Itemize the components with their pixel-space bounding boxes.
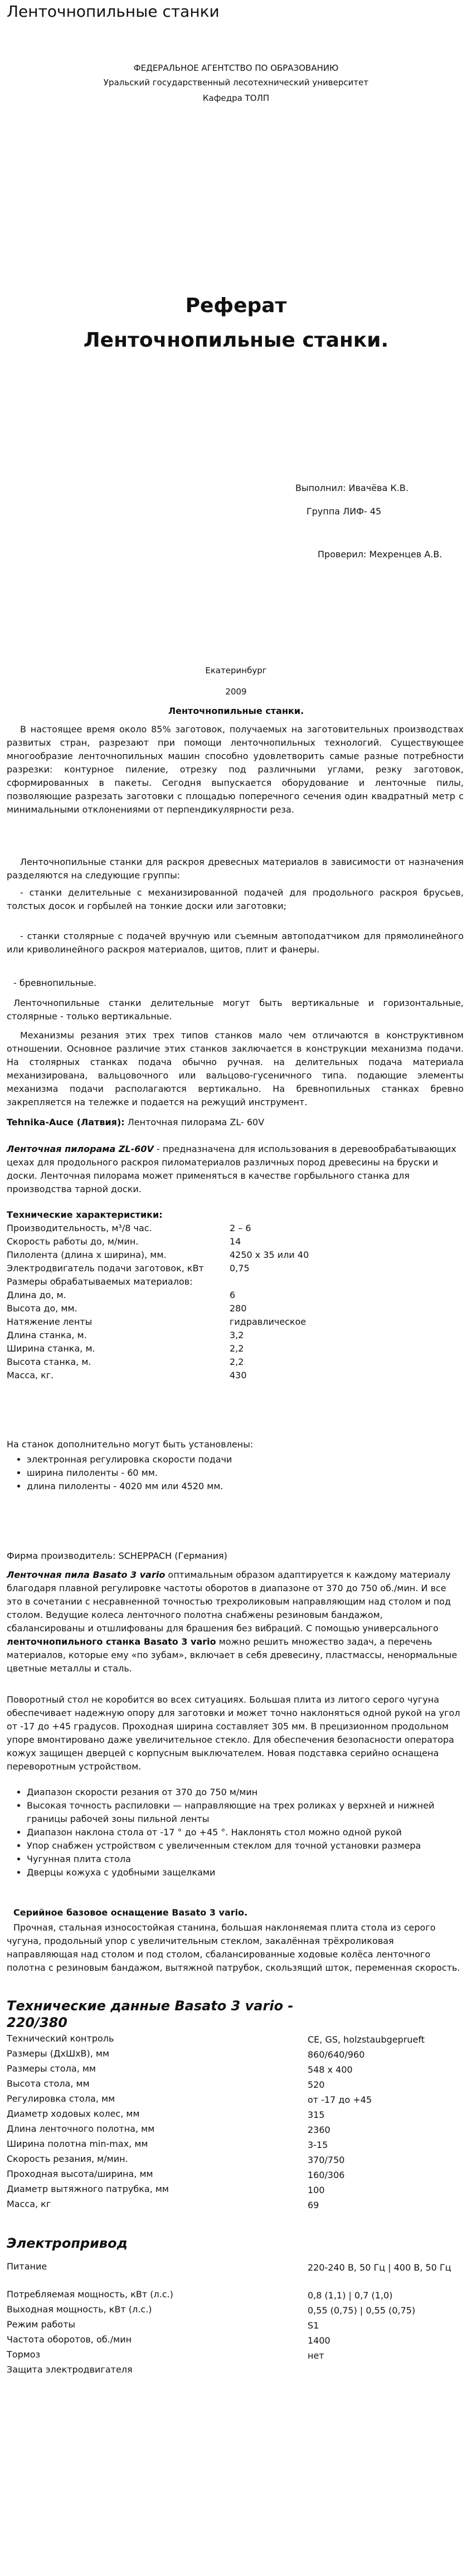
spec-value: 3,2 [230, 1330, 244, 1340]
spec-value: 14 [230, 1236, 241, 1247]
spec-row [7, 2183, 464, 2198]
spec-row [7, 2198, 464, 2213]
spec-row [7, 2167, 464, 2183]
spec-row [7, 2032, 464, 2047]
spec-label: Защита электродвигателя [7, 2364, 133, 2375]
spec-label: Скорость резания, м/мин. [7, 2154, 128, 2164]
spec-value: 3-15 [308, 2140, 328, 2150]
feature-item: • Чугунная плита стола [27, 1853, 472, 1866]
spec-value: 315 [308, 2110, 325, 2120]
spec-value: 0,75 [230, 1263, 250, 1274]
spec-value: 548 x 400 [308, 2064, 353, 2075]
spec-value: 280 [230, 1303, 247, 1314]
spec-label: Режим работы [7, 2319, 76, 2330]
spec-row [7, 1357, 464, 1370]
spec-label: Длина ленточного полотна, мм [7, 2123, 155, 2134]
spec-label: Производительность, м³/8 час. [7, 1223, 152, 1233]
feature-item: • Высокая точность распиловки — направляющие на трех роликах у верхней и нижней границы рабочей зоны пильной ленты [27, 1799, 472, 1826]
feature-item: • Дверцы кожуха с удобными защелками [27, 1866, 472, 1879]
basato-table-paragraph: Поворотный стол не коробится во всех ситуациях. Большая плита из литого серого чугуна обеспечивает надежную опору для заготовки и может точно наклоняться одной рукой на угол от -17 до +45 градусов. Проходная ширина составляет 305 мм. В прецизионном продольном упоре вмонтировано даже увеличительное стекло. Для обеспечения безопасности оператора кожух защищен дверцей с корпусным выключателем. Новая подставка серийно оснащена переворотным устройством. [7, 1694, 460, 1772]
intro-paragraph: Ленточнопильные станки делительные могут быть вертикальные и горизонтальные, столярные - только вертикальные. [7, 998, 464, 1022]
author-signature: Выполнил: Ивачёва К.В. [295, 483, 408, 493]
spec-row [7, 2152, 464, 2167]
spec-value: CE, GS, holzstaubgeprueft [308, 2034, 425, 2045]
agency-line: ФЕДЕРАЛЬНОЕ АГЕНТСТВО ПО ОБРАЗОВАНИЮ [133, 63, 339, 73]
spec-value: 370/750 [308, 2155, 345, 2165]
spec-row [7, 1303, 464, 1316]
spec-row [7, 2107, 464, 2122]
spec-value: 520 [308, 2079, 325, 2090]
intro-paragraph: - станки столярные с подачей вручную или съемным автоподатчиком для прямолинейного или криволинейного раскроя материалов, щитов, плит и фанеры. [7, 931, 464, 955]
spec-label: Тормоз [7, 2349, 41, 2360]
spec-row [7, 1250, 464, 1263]
spec-label: Потребляемая мощность, кВт (л.с.) [7, 2289, 173, 2300]
spec-value: 160/306 [308, 2170, 345, 2180]
spec-label: Пилолента (длина x ширина), мм. [7, 1250, 167, 1260]
spec-row [7, 2077, 464, 2092]
extra-item: • длина пилоленты - 4020 мм или 4520 мм. [27, 1480, 472, 1493]
spec-row [7, 2318, 464, 2333]
spec-value: от -17 до +45 [308, 2094, 372, 2105]
spec-row [7, 2092, 464, 2107]
spec-value: 860/640/960 [308, 2049, 365, 2060]
feature-item: • Диапазон скорости резания от 370 до 750 м/мин [27, 1786, 472, 1799]
spec-label: Регулировка стола, мм [7, 2093, 115, 2104]
intro-paragraph: - станки делительные с механизированной подачей для продольного раскроя брусьев, толстых досок и горбылей на тонкие доски или заготовки; [7, 887, 464, 911]
spec-row [7, 1263, 464, 1276]
basato-lead: Ленточная пила Basato 3 vario [7, 1569, 166, 1580]
intro-paragraph: Механизмы резания этих трех типов станков мало чем отличаются в конструктивном отношении. Основное различие этих станков заключается в конструкции механизма подачи. На столярных станках подача обычно ручная. на делительных подача материала механизирована, вальцовочного или вальцово-гусеничного типа. подающие элементы механизма подачи располагаются вертикально. На бревнопильных станках бревно закрепляется на тележке и подается на режущий инструмент. [7, 1030, 464, 1107]
intro-paragraph: В настоящее время около 85% заготовок, получаемых на заготовительных производствах развитых стран, разрезают при помощи ленточнопильных технологий. Существующее многообразие ленточнопильных машин способно удовлетворить самые разные потребности разрезки: контурное пиление, отрезку под различными углами, резку заготовок, сформированных в пакеты. Сегодня выпускается оборудование и ленточные пилы, позволяющие разрезать заготовки с площадью поперечного сечения один квадратный метр с минимальными отклонениями от перпендикулярности реза. [7, 724, 464, 815]
department-line: Кафедра ТОЛП [202, 93, 270, 103]
spec-label: Размеры стола, мм [7, 2063, 96, 2074]
spec-label: Высота стола, мм [7, 2078, 90, 2089]
basato-tech-table [7, 2032, 464, 2213]
spec-row [7, 2137, 464, 2152]
spec-value: 2,2 [230, 1357, 244, 1367]
spec-row [7, 1276, 464, 1290]
spec-row [7, 2122, 464, 2137]
spec-row [7, 2363, 464, 2378]
group-signature: Группа ЛИФ- 45 [306, 506, 382, 517]
basato-firm: Фирма производитель: SCHEPPACH (Германия) [7, 1551, 227, 1561]
spec-label: Размеры обрабатываемых материалов: [7, 1276, 193, 1287]
tehnika-lead: Ленточная пилорама ZL-60V [7, 1144, 154, 1154]
spec-row [7, 2333, 464, 2348]
spec-row [7, 1316, 464, 1330]
spec-label: Высота до, мм. [7, 1303, 77, 1314]
intro-paragraph: - бревнопильные. [13, 978, 96, 988]
spec-label: Выходная мощность, кВт (л.с.) [7, 2304, 152, 2315]
spec-label: Частота оборотов, об./мин [7, 2334, 132, 2345]
feature-item: • Диапазон наклона стола от -17 ° до +45 °. Наклонять стол можно одной рукой [27, 1826, 472, 1839]
spec-value: S1 [308, 2320, 319, 2331]
tehnika-model: Ленточная пилорама ZL- 60V [124, 1117, 265, 1127]
extra-item: • электронная регулировка скорости подачи [27, 1453, 472, 1466]
spec-row [7, 2348, 464, 2363]
spec-value: 0,8 (1,1) | 0,7 (1,0) [308, 2290, 393, 2301]
basato-intro-end: можно решить множество задач, а перечень материалов, которые ему «по зубам», включает в себя древесину, пластмассы, ненормальные цветные металлы и сталь. [7, 1636, 458, 1674]
spec-row [7, 2260, 464, 2288]
drive-title: Электропривод [7, 2235, 128, 2251]
feature-item: • Упор снабжен устройством с увеличенным стеклом для точной установки размера [27, 1839, 472, 1853]
tehnika-heading [7, 1116, 464, 1129]
spec-label: Размеры (ДхШхВ), мм [7, 2048, 110, 2059]
spec-label: Питание [7, 2261, 47, 2272]
tehnika-maker: Tehnika-Auce (Латвия): [7, 1117, 125, 1127]
basato-tech-title: Технические данные Basato 3 vario - 220/380 [7, 1998, 294, 2030]
spec-value: 2 – 6 [230, 1223, 251, 1233]
spec-label: Проходная высота/ширина, мм [7, 2169, 153, 2179]
spec-row [7, 1370, 464, 1383]
checked-signature: Проверил: Мехренцев А.В. [318, 549, 442, 560]
spec-label: Технический контроль [7, 2033, 114, 2044]
spec-value: 220-240 В, 50 Гц | 400 В, 50 Гц [308, 2262, 451, 2273]
spec-value: 0,55 (0,75) | 0,55 (0,75) [308, 2305, 416, 2316]
spec-label: Масса, кг [7, 2199, 51, 2209]
spec-label: Масса, кг. [7, 1370, 54, 1381]
spec-row [7, 1330, 464, 1343]
spec-label: Электродвигатель подачи заготовок, кВт [7, 1263, 204, 1274]
spec-value: 430 [230, 1370, 247, 1381]
spec-label: Длина станка, м. [7, 1330, 87, 1340]
spec-value: 100 [308, 2185, 325, 2195]
tehnika-specs-title: Технические характеристики: [7, 1209, 163, 1220]
spec-row [7, 1343, 464, 1357]
spec-label: Ширина полотна min-max, мм [7, 2138, 148, 2149]
basato-lead-2: ленточнопильного станка Basato 3 vario [7, 1636, 216, 1647]
spec-row [7, 2288, 464, 2303]
basato-intro [7, 1568, 464, 1675]
spec-value: 6 [230, 1290, 236, 1300]
university-line: Уральский государственный лесотехнический университет [103, 77, 369, 88]
spec-value: 4250 х 35 или 40 [230, 1250, 309, 1260]
basato-features-list [7, 1786, 472, 1879]
document-title: Ленточнопильные станки [7, 2, 220, 21]
spec-label: Натяжение ленты [7, 1316, 93, 1327]
spec-label: Ширина станка, м. [7, 1343, 95, 1354]
spec-value: 2360 [308, 2125, 330, 2135]
spec-label: Длина до, м. [7, 1290, 66, 1300]
spec-value: 2,2 [230, 1343, 244, 1354]
intro-paragraph: Ленточнопильные станки для раскроя древесных материалов в зависимости от назначения разделяются на следующие группы: [7, 857, 464, 881]
spec-label: Диаметр ходовых колес, мм [7, 2108, 140, 2119]
spec-label: Высота станка, м. [7, 1357, 91, 1367]
spec-row [7, 2062, 464, 2077]
section-title: Ленточнопильные станки. [168, 706, 304, 716]
extra-item: • ширина пилоленты - 60 мм. [27, 1466, 472, 1480]
city: Екатеринбург [205, 665, 267, 675]
spec-row [7, 2047, 464, 2062]
report-subject: Ленточнопильные станки. [83, 329, 389, 352]
basato-equipment-title: Серийное базовое оснащение Basato 3 vario. [13, 1907, 248, 1918]
tehnika-extras-title: На станок дополнительно могут быть установлены: [7, 1439, 254, 1450]
tehnika-description [7, 1143, 464, 1196]
spec-label: Диаметр вытяжного патрубка, мм [7, 2184, 169, 2194]
drive-table [7, 2260, 464, 2378]
spec-row [7, 1236, 464, 1250]
spec-value: гидравлическое [230, 1316, 306, 1327]
spec-row [7, 1290, 464, 1303]
spec-value: 69 [308, 2200, 319, 2210]
spec-value: 1400 [308, 2335, 330, 2346]
tehnika-desc-text: - предназначена для использования в деревообрабатывающих цехах для продольного раскроя пиломатериалов различных пород древесины на бруски и доски. Ленточная пилорама может применяться в качестве горбыльного станка для производства тарной доски. [7, 1144, 456, 1194]
spec-row [7, 1223, 464, 1236]
report-kind: Реферат [185, 294, 287, 317]
year: 2009 [225, 687, 247, 697]
spec-value: нет [308, 2350, 324, 2361]
basato-intro-text: оптимальным образом адаптируется к каждому материалу благодаря плавной регулировке частоты оборотов в диапазоне от 370 до 750 об./мин. И все это в сочетании с несравненной точностью трехроликовым направляющим над столом и под столом. Ведущие колеса ленточного полотна снабжены резиновым бандажом, сбалансированы и отшлифованы для брашения без вибраций. С помощью универсального [7, 1569, 451, 1634]
spec-row [7, 2303, 464, 2318]
spec-label: Скорость работы до, м/мин. [7, 1236, 139, 1247]
tehnika-extras-list [7, 1453, 472, 1493]
basato-equipment: Прочная, стальная износостойкая станина, большая наклоняемая плита стола из серого чугуна, продольный упор с увеличительным стеклом, закалённая трёхроликовая направляющая над столом и под столом, сбалансированные ходовые колёса ленточного полотна с резиновым бандажом, вытяжной патрубок, скользящий шток, переменная скорость. [7, 1922, 460, 1973]
